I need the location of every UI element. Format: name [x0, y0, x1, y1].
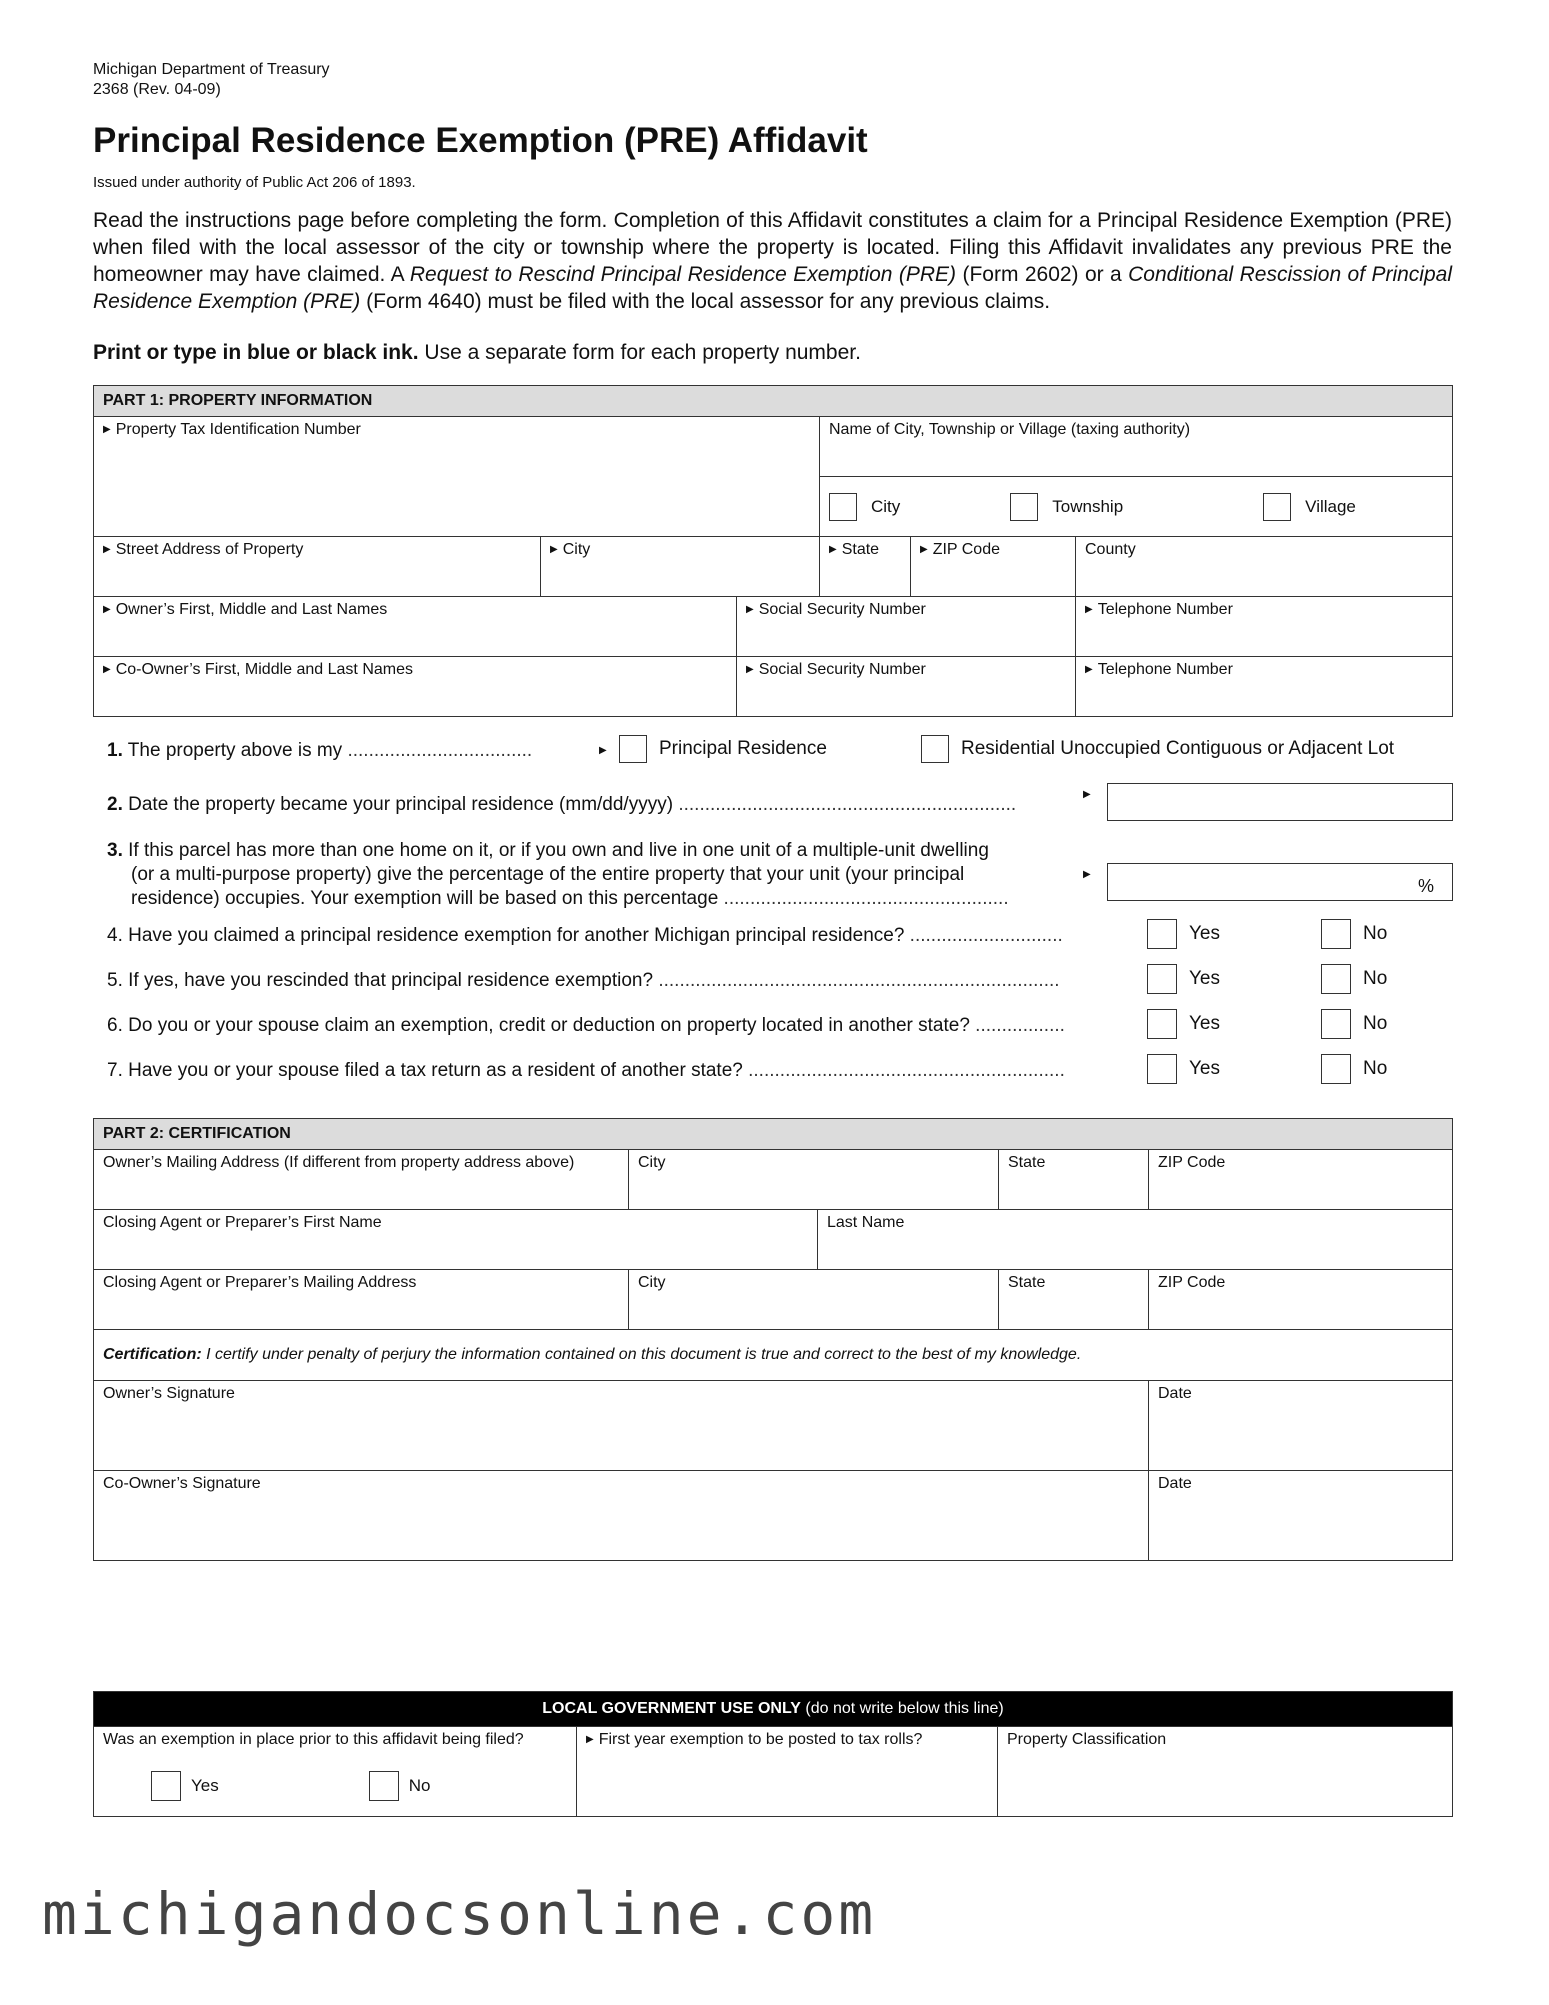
question-6: 6. Do you or your spouse claim an exemption, credit or deduction on property located in another state? ................. Yes No	[107, 1007, 1452, 1052]
q6-no-checkbox[interactable]	[1321, 1009, 1351, 1039]
arrow-icon: ▶	[103, 544, 111, 555]
principal-residence-label: Principal Residence	[659, 738, 827, 759]
owner-mailing-address-field[interactable]: Owner’s Mailing Address (If different from property address above)	[94, 1150, 629, 1210]
agent-state-field[interactable]: State	[999, 1270, 1149, 1330]
street-address-field[interactable]: ▶ Street Address of Property	[94, 537, 541, 597]
prior-no-checkbox[interactable]	[369, 1771, 399, 1801]
q5-no-checkbox[interactable]	[1321, 964, 1351, 994]
owner-name-field[interactable]: ▶ Owner’s First, Middle and Last Names	[94, 597, 737, 657]
tax-id-field[interactable]: ▶ Property Tax Identification Number	[94, 417, 820, 537]
coowner-name-field[interactable]: ▶ Co-Owner’s First, Middle and Last Names	[94, 657, 737, 717]
q6-yes-checkbox[interactable]	[1147, 1009, 1177, 1039]
owner-signature-field[interactable]: Owner’s Signature	[94, 1381, 1149, 1471]
questions-section	[93, 731, 1452, 1096]
q5-yes-checkbox[interactable]	[1147, 964, 1177, 994]
arrow-icon: ▶	[103, 424, 111, 435]
city-checkbox[interactable]	[829, 493, 857, 521]
arrow-icon: ▶	[746, 664, 754, 675]
form-page	[93, 60, 1452, 1817]
agent-first-name-field[interactable]: Closing Agent or Preparer’s First Name	[94, 1210, 818, 1270]
question-1: 1. The property above is my ................................... ▶ Principal Residence Residential Unoccupied Contiguous or Adjacent Lot	[107, 731, 1452, 776]
question-5: 5. If yes, have you rescinded that principal residence exemption? ............................................................................ Yes No	[107, 962, 1452, 1007]
authority-line: Issued under authority of Public Act 206 of 1893.	[93, 174, 416, 191]
residence-date-input[interactable]	[1107, 783, 1453, 821]
part2-heading: PART 2: CERTIFICATION	[94, 1119, 1453, 1150]
arrow-icon: ▶	[103, 604, 111, 615]
print-instruction: Print or type in blue or black ink. Use a separate form for each property number.	[93, 341, 861, 364]
arrow-icon: ▶	[1083, 789, 1091, 800]
certification-statement: Certification: I certify under penalty of perjury the information contained on this document is true and correct to the best of my knowledge.	[94, 1330, 1453, 1381]
owner-ssn-field[interactable]: ▶ Social Security Number	[737, 597, 1076, 657]
arrow-icon: ▶	[103, 664, 111, 675]
question-4: 4. Have you claimed a principal residence exemption for another Michigan principal residence? ............................. Yes No	[107, 917, 1452, 962]
coowner-ssn-field[interactable]: ▶ Social Security Number	[737, 657, 1076, 717]
q7-no-checkbox[interactable]	[1321, 1054, 1351, 1084]
property-zip-field[interactable]: ▶ ZIP Code	[911, 537, 1076, 597]
local-government-heading: LOCAL GOVERNMENT USE ONLY (do not write below this line)	[94, 1692, 1453, 1727]
city-option-label: City	[871, 496, 901, 516]
contiguous-lot-checkbox[interactable]	[921, 735, 949, 763]
coowner-phone-field[interactable]: ▶ Telephone Number	[1076, 657, 1453, 717]
q4-no-checkbox[interactable]	[1321, 919, 1351, 949]
arrow-icon: ▶	[920, 544, 928, 555]
prior-exemption-field: Was an exemption in place prior to this affidavit being filed? Yes No	[94, 1727, 577, 1817]
township-checkbox[interactable]	[1010, 493, 1038, 521]
agency-name: Michigan Department of Treasury	[93, 61, 330, 78]
part1-heading: PART 1: PROPERTY INFORMATION	[94, 386, 1453, 417]
arrow-icon: ▶	[586, 1734, 594, 1745]
part1-table	[93, 385, 1453, 717]
mailing-zip-field[interactable]: ZIP Code	[1149, 1150, 1453, 1210]
arrow-icon: ▶	[550, 544, 558, 555]
agent-last-name-field[interactable]: Last Name	[818, 1210, 1453, 1270]
q7-yes-checkbox[interactable]	[1147, 1054, 1177, 1084]
property-city-field[interactable]: ▶ City	[541, 537, 820, 597]
property-classification-field[interactable]: Property Classification	[998, 1727, 1453, 1817]
owner-signature-date-field[interactable]: Date	[1149, 1381, 1453, 1471]
part2-table	[93, 1118, 1453, 1561]
contiguous-lot-label: Residential Unoccupied Contiguous or Adjacent Lot	[961, 738, 1395, 759]
question-2: 2. Date the property became your principal residence (mm/dd/yyyy) ................................................................ ▶	[107, 783, 1452, 828]
percentage-input[interactable]	[1107, 863, 1453, 901]
arrow-icon: ▶	[599, 745, 607, 756]
site-watermark: michigandocsonline.com	[42, 1880, 877, 1948]
prior-yes-checkbox[interactable]	[151, 1771, 181, 1801]
first-year-exemption-field[interactable]: ▶ First year exemption to be posted to tax rolls?	[577, 1727, 998, 1817]
percent-unit: %	[1417, 876, 1434, 896]
arrow-icon: ▶	[829, 544, 837, 555]
form-number: 2368 (Rev. 04-09)	[93, 81, 221, 98]
arrow-icon: ▶	[746, 604, 754, 615]
agent-city-field[interactable]: City	[629, 1270, 999, 1330]
coowner-signature-field[interactable]: Co-Owner’s Signature	[94, 1471, 1149, 1561]
coowner-signature-date-field[interactable]: Date	[1149, 1471, 1453, 1561]
property-state-field[interactable]: ▶ State	[820, 537, 911, 597]
mailing-state-field[interactable]: State	[999, 1150, 1149, 1210]
q4-yes-checkbox[interactable]	[1147, 919, 1177, 949]
owner-phone-field[interactable]: ▶ Telephone Number	[1076, 597, 1453, 657]
taxing-authority-field[interactable]: Name of City, Township or Village (taxing authority)	[820, 417, 1453, 477]
question-7: 7. Have you or your spouse filed a tax return as a resident of another state? ............................................................ Yes No	[107, 1052, 1452, 1097]
arrow-icon: ▶	[1085, 664, 1093, 675]
principal-residence-checkbox[interactable]	[619, 735, 647, 763]
local-government-table	[93, 1691, 1453, 1817]
agent-zip-field[interactable]: ZIP Code	[1149, 1270, 1453, 1330]
agent-address-field[interactable]: Closing Agent or Preparer’s Mailing Address	[94, 1270, 629, 1330]
form-title: Principal Residence Exemption (PRE) Affidavit	[93, 121, 868, 160]
village-checkbox[interactable]	[1263, 493, 1291, 521]
village-option-label: Village	[1305, 496, 1356, 516]
county-field[interactable]: County	[1076, 537, 1453, 597]
arrow-icon: ▶	[1085, 604, 1093, 615]
arrow-icon: ▶	[1083, 869, 1091, 880]
question-3: 3. If this parcel has more than one home on it, or if you own and live in one unit of a multiple-unit dwelling (or a multi-purpose property) give the percentage of the entire property that your unit (your principal residence) occupies. Your exemption will be based on this percentage ...................................................... ▶ %	[107, 839, 1452, 909]
township-option-label: Township	[1052, 496, 1124, 516]
intro-paragraph: Read the instructions page before completing the form. Completion of this Affidavit constitutes a claim for a Principal Residence Exemption (PRE) when filed with the local assessor of the city or township where the property is located. Filing this Affidavit invalidates any previous PRE the homeowner may have claimed. A Request to Rescind Principal Residence Exemption (PRE) (Form 2602) or a Conditional Rescission of Principal Residence Exemption (PRE) (Form 4640) must be filed with the local assessor for any previous claims.	[93, 209, 1452, 313]
mailing-city-field[interactable]: City	[629, 1150, 999, 1210]
